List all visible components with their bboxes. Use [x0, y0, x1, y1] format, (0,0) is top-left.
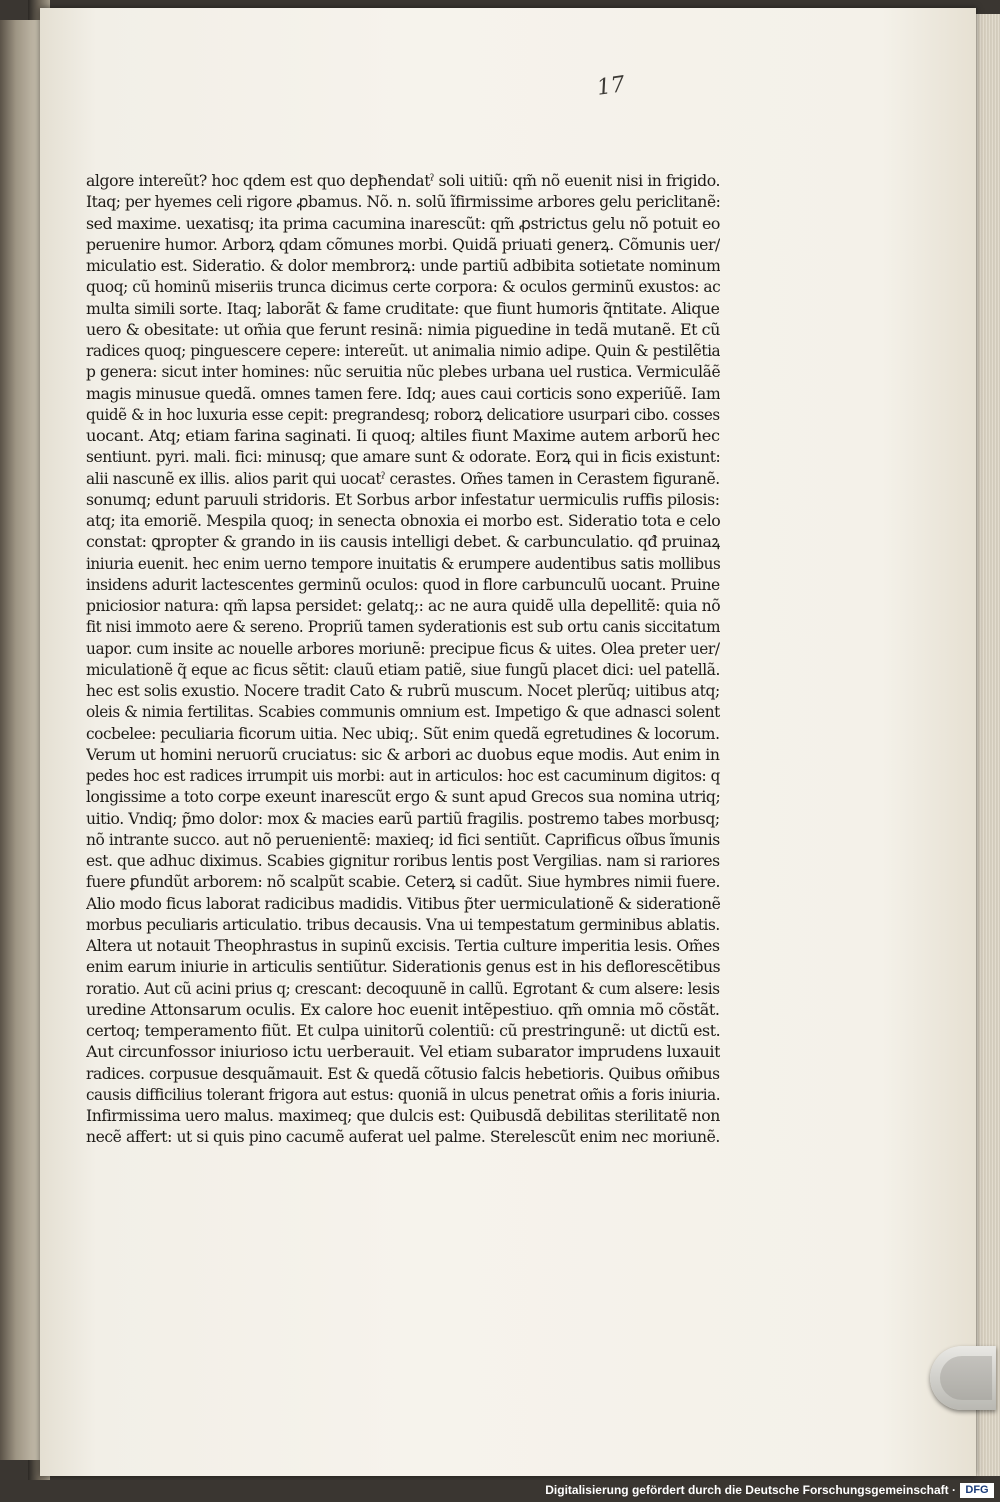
text-line: enim earum iniurie in articulis sentiũtur. Siderationis genus est in his deflorescẽtibus	[86, 957, 721, 977]
text-line: sonumq; edunt paruuli stridoris. Et Sorbus arbor infestatur uermiculis ruffis pilosis:	[86, 489, 720, 509]
text-line: miculationẽ q̃ eque ac ficus sẽtit: clauũ etiam patiẽ, siue fungũ placet dici: uel patellã.	[86, 659, 720, 679]
text-line: certoq; temperamento fiũt. Et culpa uinitorũ colentiũ: cũ prestringunẽ: ut dictũ est.	[86, 1021, 721, 1040]
text-line: necẽ affert: ut si quis pino cacumẽ auferat uel palme. Sterelescũt enim nec moriunẽ.	[86, 1127, 720, 1147]
text-line: oleis & nimia fertilitas. Scabies communis omnium est. Impetigo & que adnasci solent	[86, 702, 720, 722]
text-line: pedes hoc est radices irrumpit uis morbi: aut in articulos: hoc est cacuminum digitos: q	[86, 766, 720, 785]
page-clip	[930, 1346, 996, 1410]
text-line: atq; ita emoriẽ. Mespila quoq; in senecta obnoxia ei morbo est. Sideratio tota e celo	[86, 511, 721, 530]
text-line: peruenire humor. Arborꝝ qdam cõmunes morbi. Quidã priuati generꝝ. Cõmunis uer/	[86, 234, 720, 254]
text-line: est. que adhuc diximus. Scabies gignitur roribus lentis post Vergilias. nam si rariores	[86, 851, 720, 870]
text-line: longissime a toto corpe exeunt inarescũt ergo & sunt apud Grecos sua nomina utriq;	[86, 787, 721, 807]
text-line: Altera ut notauit Theophrastus in supinũ excisis. Tertia culture imperitia lesis. Om̃es	[86, 936, 720, 955]
text-line: pniciosior natura: qm̃ lapsa persidet: gelatq;: ac ne aura quidẽ ulla depellitẽ: quia nõ	[86, 596, 720, 615]
text-line: algore intereũt? hoc qdem est quo depħendatˀ soli uitiũ: qm̃ nõ euenit nisi in frigido.	[86, 171, 720, 190]
text-line: radices. corpusue desquãmauit. Est & quedã cõtusio falcis hebetioris. Quibus om̃ibus	[86, 1063, 720, 1083]
footer-bar	[0, 1480, 1000, 1502]
funding-notice: Digitalisierung gefördert durch die Deutsche Forschungsgemeinschaft ·	[545, 1483, 956, 1497]
text-line: radices quoq; pinguescere cepere: intereũt. ut animalia nimio adipe. Quin & pestilẽtia	[86, 341, 721, 360]
text-line: roratio. Aut cũ acini prius q; crescant: decoquunẽ in callũ. Egrotant & cum alsere: lesis	[86, 978, 720, 998]
text-line: fuere ꝑfundũt arborem: nõ scalpũt scabie. Ceterꝝ si cadũt. Siue hymbres nimii fuere.	[86, 872, 721, 892]
text-line: magis minusue quedã. omnes tamen fere. Idq; aues caui corticis sono experiũẽ. Iam	[86, 383, 720, 403]
text-line: cocbelee: peculiaria ficorum uitia. Nec ubiq;. Sũt enim quedã egretudines & locorum.	[86, 723, 720, 743]
text-line: alii nascunẽ ex illis. alios parit qui uocatˀ cerastes. Om̃es tamen in Cerastem figuranẽ.	[86, 468, 720, 488]
text-line: p genera: sicut inter homines: nũc seruitia nũc plebes urbana uel rustica. Vermiculãẽ	[86, 362, 721, 382]
text-line: sentiunt. pyri. mali. fici: minusq; que amare sunt & odorate. Eorꝝ qui in ficis existunt:	[86, 447, 721, 467]
text-line: uapor. cum insite ac nouelle arbores moriunẽ: precipue ficus & uites. Olea preter uer/	[86, 638, 720, 658]
text-line: Verum ut homini neruorũ cruciatus: sic & arbori ac duobus eque modis. Aut enim in	[86, 744, 720, 764]
text-line: insidens adurit lactescentes germinũ oculos: quod in flore carbunculũ uocant. Pruine	[86, 574, 720, 594]
text-line: Infirmissima uero malus. maximeq; que dulcis est: Quibusdã debilitas sterilitatẽ non	[86, 1106, 720, 1125]
text-line: multa simili sorte. Itaq; laborãt & fame cruditate: que fiunt humoris q̃ntitate. Alique	[86, 298, 720, 318]
text-line: quidẽ & in hoc luxuria esse cepit: pregrandesq; roborꝝ delicatiore usurpari cibo. cosses	[86, 404, 720, 424]
text-line: fit nisi immoto aere & sereno. Propriũ tamen syderationis est sub ortu canis siccitatum	[86, 617, 721, 637]
text-line: nõ intrante succo. aut nõ peruenientẽ: maxieq; id fici sentiũt. Caprificus oĩbus ĩmunis	[86, 829, 720, 849]
text-line: hec est solis exustio. Nocere tradit Cato & rubrũ muscum. Nocet plerũq; uitibus atq;	[86, 681, 720, 700]
text-line: Alio modo ficus laborat radicibus madidis. Vitibus p̃ter uermiculationẽ & siderationẽ	[86, 893, 721, 913]
text-line: Aut circunfossor iniurioso ictu uerberauit. Vel etiam subarator imprudens luxauit	[86, 1042, 721, 1062]
text-line: uero & obesitate: ut om̃ia que ferunt resinã: nimia piguedine in tedã mutanẽ. Et cũ	[86, 319, 720, 339]
text-line: uredine Attonsarum oculis. Ex calore hoc euenit intẽpestiuo. qm̃ omnia mõ cõstãt.	[86, 999, 720, 1019]
text-line: quoq; cũ hominũ miseriis trunca dicimus certe corpora: & oculos germinũ exustos: ac	[86, 277, 720, 297]
text-line: constat: ꝗpropter & grando in iis causis intelligi debet. & carbunculatio. qđ pruinaꝝ	[86, 532, 721, 552]
text-line: miculatio est. Sideratio. & dolor membrorꝝ: unde partiũ adbibita sotietate nominum	[86, 256, 720, 275]
body-text	[86, 170, 720, 1148]
text-line: Itaq; per hyemes celi rigore ꝓbamus. Nõ. n. solũ ĩfirmissime arbores gelu periclitanẽ:	[86, 192, 720, 212]
text-line: sed maxime. uexatisq; ita prima cacumina inarescũt: qm̃ ꝓstrictus gelu nõ potuit eo	[86, 213, 720, 233]
folio-number: 17	[595, 72, 627, 101]
dfg-logo: DFG	[960, 1483, 994, 1498]
text-line: uocant. Atq; etiam farina saginati. Ii quoq; altiles fiunt Maxime autem arborũ hec	[86, 426, 720, 445]
facing-page-edge	[0, 20, 40, 1460]
text-line: uitio. Vndiq; p̃mo dolor: mox & macies earũ partiũ fragilis. postremo tabes morbusq;	[86, 808, 720, 828]
text-line: causis difficilius tolerant frigora aut estus: quoniã in ulcus penetrat om̃is a foris iniuria.	[86, 1084, 720, 1104]
text-line: morbus peculiaris articulatio. tribus decausis. Vna ui tempestatum germinibus ablatis.	[86, 914, 720, 934]
text-line: iniuria euenit. hec enim uerno tempore inuitatis & erumpere audentibus satis mollibus	[86, 553, 721, 573]
